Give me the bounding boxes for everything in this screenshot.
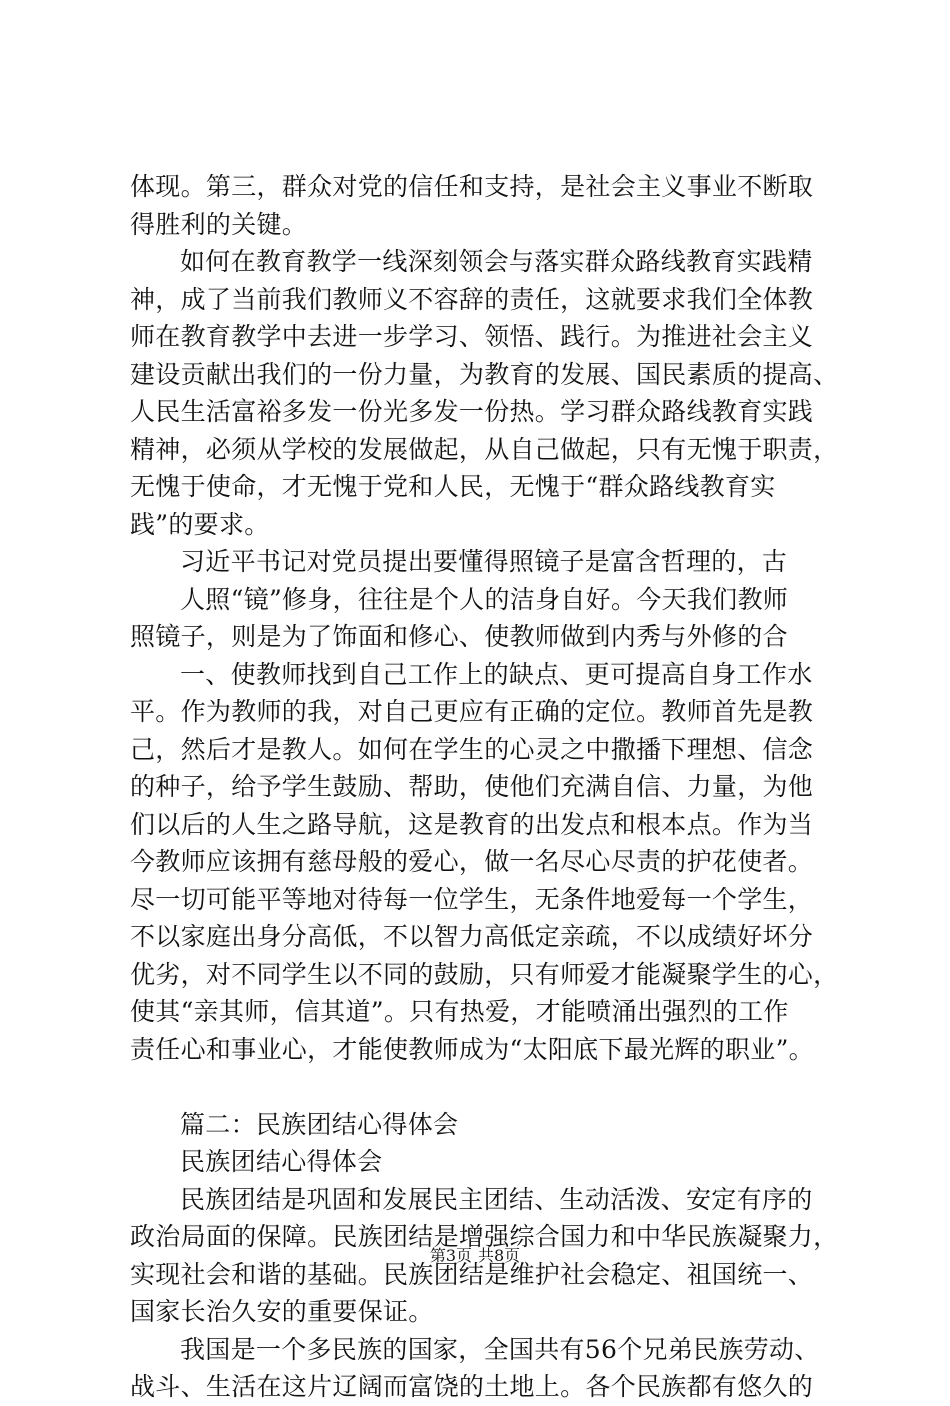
text-line: 政治局面的保障。民族团结是增强综合国力和中华民族凝聚力， <box>130 1222 839 1251</box>
text-line: 人民生活富裕多发一份光多发一份热。学习群众路线教育实践 <box>130 397 814 426</box>
text-line: 照镜子，则是为了饰面和修心、使教师做到内秀与外修的合 <box>130 622 788 651</box>
text-line: 人照“镜”修身，往往是个人的洁身自好。今天我们教师 <box>180 584 789 614</box>
text-line: 使其“亲其师，信其道”。只有热爱，才能喷涌出强烈的工作 <box>130 997 789 1026</box>
text-line: 国家长治久安的重要保证。 <box>130 1297 434 1326</box>
text-line: 们以后的人生之路导航，这是教育的出发点和根本点。作为当 <box>130 809 814 839</box>
article-title: 民族团结心得体会 <box>180 1147 383 1176</box>
section-heading: 篇二：民族团结心得体会 <box>180 1109 459 1139</box>
paragraph-start-line: 如何在教育教学一线深刻领会与落实群众路线教育实践精 <box>180 247 813 276</box>
text-line: 体现。第三，群众对党的信任和支持，是社会主义事业不断取 <box>130 172 814 201</box>
text-line: 今教师应该拥有慈母般的爱心，做一名尽心尽责的护花使者。 <box>130 847 814 876</box>
text-line: 平。作为教师的我，对自己更应有正确的定位。教师首先是教 <box>130 697 814 726</box>
text-line: 战斗、生活在这片辽阔而富饶的土地上。各个民族都有悠久的 <box>130 1372 814 1401</box>
text-line: 神，成了当前我们教师义不容辞的责任，这就要求我们全体教 <box>130 284 814 314</box>
text-line: 责任心和事业心，才能使教师成为“太阳底下最光辉的职业”。 <box>130 1034 814 1064</box>
paragraph-start-line: 一、使教师找到自己工作上的缺点、更可提高自身工作水 <box>180 659 813 689</box>
page-footer <box>0 1246 950 1266</box>
text-line: 不以家庭出身分高低，不以智力高低定亲疏，不以成绩好坏分 <box>130 922 814 951</box>
text-line: 精神，必须从学校的发展做起，从自己做起，只有无愧于职责， <box>130 434 839 464</box>
text-line: 优劣，对不同学生以不同的鼓励，只有师爱才能凝聚学生的心， <box>130 959 839 989</box>
document-body <box>130 168 839 1406</box>
text-line: 己，然后才是教人。如何在学生的心灵之中撒播下理想、信念 <box>130 734 814 764</box>
text-line: 尽一切可能平等地对待每一位学生，无条件地爱每一个学生， <box>130 884 814 914</box>
page-total: 共8页 <box>478 1246 521 1265</box>
text-line: 实现社会和谐的基础。民族团结是维护社会稳定、祖国统一、 <box>130 1259 814 1289</box>
text-line: 得胜利的关键。 <box>130 209 308 239</box>
text-line: 师在教育教学中去进一步学习、领悟、践行。为推进社会主义 <box>130 322 814 351</box>
text-line: 践”的要求。 <box>130 509 270 539</box>
page-number: 第3页 <box>429 1246 472 1265</box>
paragraph-start-line: 民族团结是巩固和发展民主团结、生动活泼、安定有序的 <box>180 1184 813 1214</box>
paragraph-start-line: 我国是一个多民族的国家，全国共有56个兄弟民族劳动、 <box>180 1334 820 1364</box>
text-line: 的种子，给予学生鼓励、帮助，使他们充满自信、力量，为他 <box>130 772 814 801</box>
paragraph-start-line: 习近平书记对党员提出要懂得照镜子是富含哲理的，古 <box>180 547 788 576</box>
blank-line <box>130 1068 830 1106</box>
text-line: 无愧于使命，才无愧于党和人民，无愧于“群众路线教育实 <box>130 472 776 501</box>
text-line: 建设贡献出我们的一份力量，为教育的发展、国民素质的提高、 <box>130 359 839 389</box>
